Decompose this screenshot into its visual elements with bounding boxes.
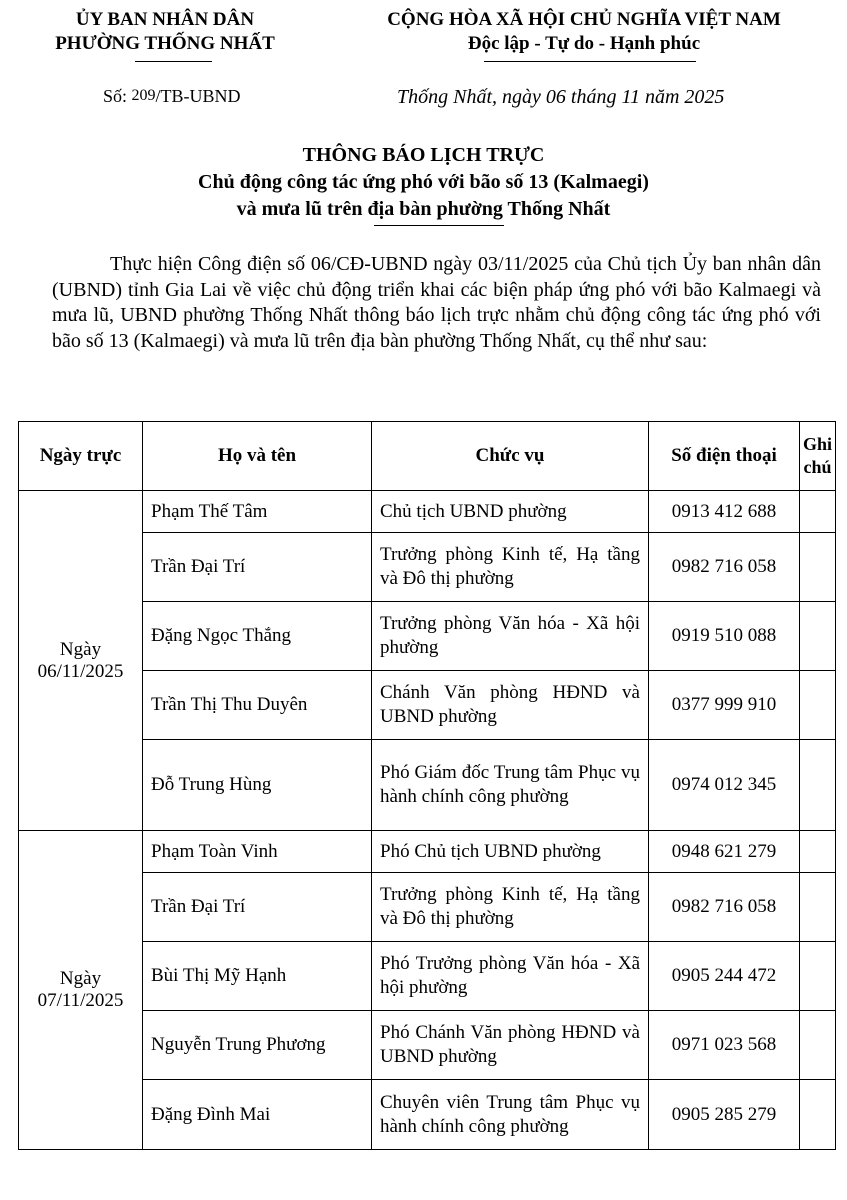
date-line: Thống Nhất, ngày 06 tháng 11 năm 2025 bbox=[397, 86, 725, 108]
document-title bbox=[0, 142, 847, 223]
note-cell bbox=[800, 533, 836, 602]
position-cell: Phó Giám đốc Trung tâm Phục vụ hành chính công phường bbox=[372, 740, 649, 831]
person-name-cell: Phạm Toàn Vinh bbox=[143, 831, 372, 873]
person-name-cell: Phạm Thế Tâm bbox=[143, 491, 372, 533]
phone-cell: 0905 285 279 bbox=[649, 1080, 800, 1150]
position-cell: Phó Chánh Văn phòng HĐND và UBND phường bbox=[372, 1011, 649, 1080]
phone-cell: 0377 999 910 bbox=[649, 671, 800, 740]
issuing-agency bbox=[30, 8, 300, 56]
phone-cell: 0905 244 472 bbox=[649, 942, 800, 1011]
nation-line-1: CỘNG HÒA XÃ HỘI CHỦ NGHĨA VIỆT NAM bbox=[387, 9, 781, 30]
header-date: Ngày trực bbox=[19, 422, 143, 491]
phone-cell: 0919 510 088 bbox=[649, 602, 800, 671]
note-cell bbox=[800, 602, 836, 671]
person-name-cell: Đặng Ngọc Thắng bbox=[143, 602, 372, 671]
position-cell: Trưởng phòng Kinh tế, Hạ tầng và Đô thị phường bbox=[372, 533, 649, 602]
position-cell: Phó Trưởng phòng Văn hóa - Xã hội phường bbox=[372, 942, 649, 1011]
national-heading bbox=[328, 8, 840, 56]
title-underline bbox=[374, 225, 504, 226]
person-name-cell: Trần Đại Trí bbox=[143, 533, 372, 602]
agency-line-1: ỦY BAN NHÂN DÂN bbox=[75, 9, 255, 30]
position-cell: Trưởng phòng Kinh tế, Hạ tầng và Đô thị phường bbox=[372, 873, 649, 942]
position-cell: Chuyên viên Trung tâm Phục vụ hành chính công phường bbox=[372, 1080, 649, 1150]
title-line-2: Chủ động công tác ứng phó với bão số 13 (Kalmaegi) bbox=[198, 171, 649, 193]
phone-cell: 0948 621 279 bbox=[649, 831, 800, 873]
title-line-3: và mưa lũ trên địa bàn phường Thống Nhất bbox=[236, 198, 611, 220]
person-name-cell: Nguyễn Trung Phương bbox=[143, 1011, 372, 1080]
table-row bbox=[19, 491, 836, 533]
table-row bbox=[19, 831, 836, 873]
phone-cell: 0982 716 058 bbox=[649, 533, 800, 602]
position-cell: Trưởng phòng Văn hóa - Xã hội phường bbox=[372, 602, 649, 671]
phone-cell: 0974 012 345 bbox=[649, 740, 800, 831]
intro-paragraph: Thực hiện Công điện số 06/CĐ-UBND ngày 03/11/2025 của Chủ tịch Ủy ban nhân dân (UBND) tỉnh Gia Lai về việc chủ động triển khai các biện pháp ứng phó với bão Kalmaegi và mưa lũ, UBND phường Thống Nhất thông báo lịch trực nhằm chủ động công tác ứng phó với bão số 13 (Kalmaegi) và mưa lũ trên địa bàn phường Thống Nhất, cụ thể như sau: bbox=[52, 253, 821, 352]
document-number-value: 209 bbox=[131, 87, 156, 104]
phone-cell: 0971 023 568 bbox=[649, 1011, 800, 1080]
note-cell bbox=[800, 740, 836, 831]
agency-line-2: PHƯỜNG THỐNG NHẤT bbox=[55, 33, 275, 54]
note-cell bbox=[800, 873, 836, 942]
header-phone: Số điện thoại bbox=[649, 422, 800, 491]
phone-cell: 0982 716 058 bbox=[649, 873, 800, 942]
header-role: Chức vụ bbox=[372, 422, 649, 491]
position-cell: Chủ tịch UBND phường bbox=[372, 491, 649, 533]
agency-underline bbox=[135, 61, 212, 62]
duty-date-cell: Ngày 07/11/2025 bbox=[19, 831, 143, 1150]
position-cell: Chánh Văn phòng HĐND và UBND phường bbox=[372, 671, 649, 740]
note-cell bbox=[800, 491, 836, 533]
motto-underline bbox=[484, 61, 696, 62]
document-number: Số: 209/TB-UBND bbox=[103, 86, 241, 106]
note-cell bbox=[800, 1011, 836, 1080]
person-name-cell: Đỗ Trung Hùng bbox=[143, 740, 372, 831]
table-header-row bbox=[19, 422, 836, 491]
title-line-1: THÔNG BÁO LỊCH TRỰC bbox=[302, 144, 545, 166]
note-cell bbox=[800, 831, 836, 873]
note-cell bbox=[800, 1080, 836, 1150]
phone-cell: 0913 412 688 bbox=[649, 491, 800, 533]
header-note: Ghi chú bbox=[800, 422, 836, 491]
header-name: Họ và tên bbox=[143, 422, 372, 491]
note-cell bbox=[800, 942, 836, 1011]
person-name-cell: Bùi Thị Mỹ Hạnh bbox=[143, 942, 372, 1011]
duty-date-cell: Ngày 06/11/2025 bbox=[19, 491, 143, 831]
position-cell: Phó Chủ tịch UBND phường bbox=[372, 831, 649, 873]
person-name-cell: Đặng Đình Mai bbox=[143, 1080, 372, 1150]
person-name-cell: Trần Đại Trí bbox=[143, 873, 372, 942]
duty-schedule-table bbox=[18, 421, 836, 1150]
note-cell bbox=[800, 671, 836, 740]
person-name-cell: Trần Thị Thu Duyên bbox=[143, 671, 372, 740]
nation-line-2: Độc lập - Tự do - Hạnh phúc bbox=[467, 33, 701, 54]
